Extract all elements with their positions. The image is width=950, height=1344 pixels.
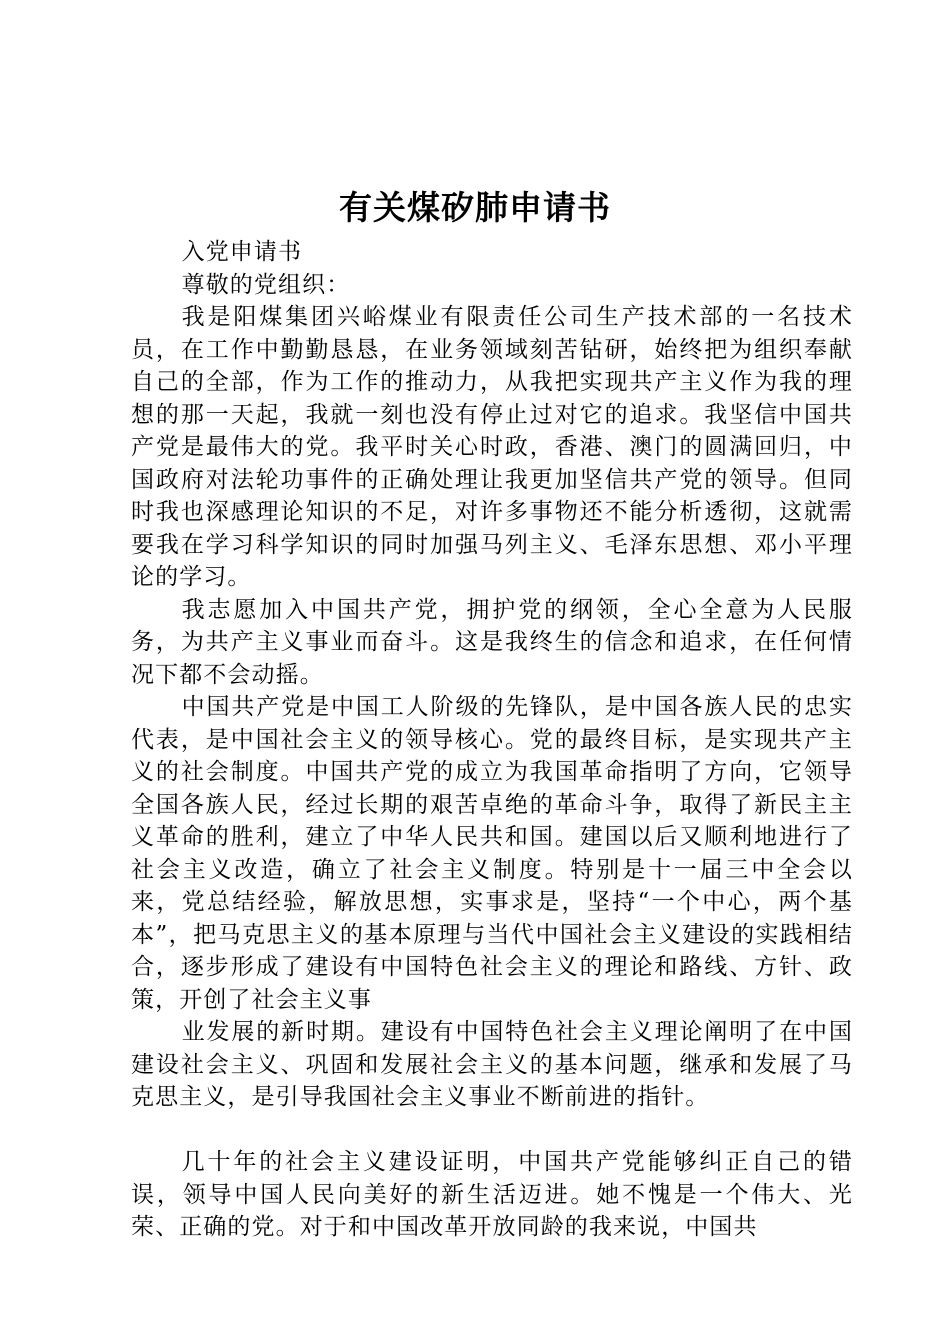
heading-line: 入党申请书	[181, 239, 303, 265]
document-title: 有关煤矽肺申请书	[339, 188, 611, 227]
paragraph: 我志愿加入中国共产党，拥护党的纲领，全心全意为人民服务，为共产主义事业而奋斗。这是我终生的信念和追求，在任何情况下都不会动摇。	[131, 596, 853, 688]
document-body	[131, 236, 853, 1244]
blank-line	[131, 1114, 853, 1147]
paragraph: 业发展的新时期。建设有中国特色社会主义理论阐明了在中国建设社会主义、巩固和发展社会主义的基本问题，继承和发展了马克思主义，是引导我国社会主义事业不断前进的指针。	[131, 1019, 853, 1110]
paragraph: 中国共产党是中国工人阶级的先锋队，是中国各族人民的忠实代表，是中国社会主义的领导核心。党的最终目标，是实现共产主义的社会制度。中国共产党的成立为我国革命指明了方向，它领导全国各族人民，经过长期的艰苦卓绝的革命斗争，取得了新民主主义革命的胜利，建立了中华人民共和国。建国以后又顺利地进行了社会主义改造，确立了社会主义制度。特别是十一届三中全会以来，党总结经验，解放思想，实事求是，坚持“一个中心，两个基本”，把马克思主义的基本原理与当代中国社会主义建设的实践相结合，逐步形成了建设有中国特色社会主义的理论和路线、方针、政策，开创了社会主义事	[131, 694, 853, 1013]
salutation: 尊敬的党组织：	[181, 271, 351, 298]
paragraph: 几十年的社会主义建设证明，中国共产党能够纠正自己的错误，领导中国人民向美好的新生活迈进。她不愧是一个伟大、光荣、正确的党。对于和中国改革开放同龄的我来说，中国共	[131, 1149, 853, 1240]
paragraph: 我是阳煤集团兴峪煤业有限责任公司生产技术部的一名技术员，在工作中勤勤恳恳，在业务领域刻苦钻研，始终把为组织奉献自己的全部，作为工作的推动力，从我把实现共产主义作为我的理想的那一天起，我就一刻也没有停止过对它的追求。我坚信中国共产党是最伟大的党。我平时关心时政，香港、澳门的圆满回归，中国政府对法轮功事件的正确处理让我更加坚信共产党的领导。但同时我也深感理论知识的不足，对许多事物还不能分析透彻，这就需要我在学习科学知识的同时加强马列主义、毛泽东思想、邓小平理论的学习。	[131, 304, 853, 590]
